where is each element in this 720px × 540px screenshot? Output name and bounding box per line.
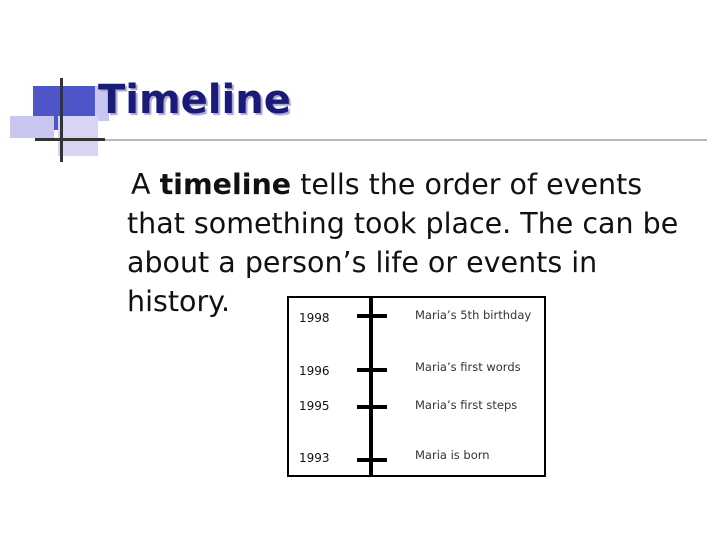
timeline-year: 1998 (299, 311, 330, 325)
body-line-2: that something took place. The can be (127, 207, 679, 240)
timeline-event-label: Maria’s first steps (415, 398, 518, 412)
timeline-tick (357, 314, 387, 318)
timeline-year: 1996 (299, 364, 330, 378)
body-term-timeline: timeline (159, 168, 292, 201)
decor-square-lavender-small (10, 116, 54, 138)
timeline-tick (357, 458, 387, 462)
body-line-3: about a person’s life or events in (127, 246, 598, 279)
body-line-1 (131, 165, 707, 204)
timeline-tick (357, 405, 387, 409)
timeline-axis (369, 298, 373, 475)
title-underline (105, 139, 707, 141)
body-line-4: history. (127, 285, 231, 318)
decor-vertical-line (60, 78, 63, 162)
timeline-year: 1995 (299, 399, 330, 413)
timeline-year: 1993 (299, 451, 330, 465)
body-line-1-end: tells the order of events (291, 168, 643, 201)
timeline-event-label: Maria’s first words (415, 360, 521, 374)
timeline-diagram (287, 296, 546, 477)
timeline-tick (357, 368, 387, 372)
timeline-event-label: Maria is born (415, 448, 490, 462)
timeline-event-label: Maria’s 5th birthday (415, 308, 532, 322)
body-line-1-start: A (131, 168, 160, 201)
slide-title: Timeline (98, 77, 291, 123)
decor-horizontal-line-dark (35, 138, 105, 141)
decor-square-lavender-large (58, 116, 98, 156)
